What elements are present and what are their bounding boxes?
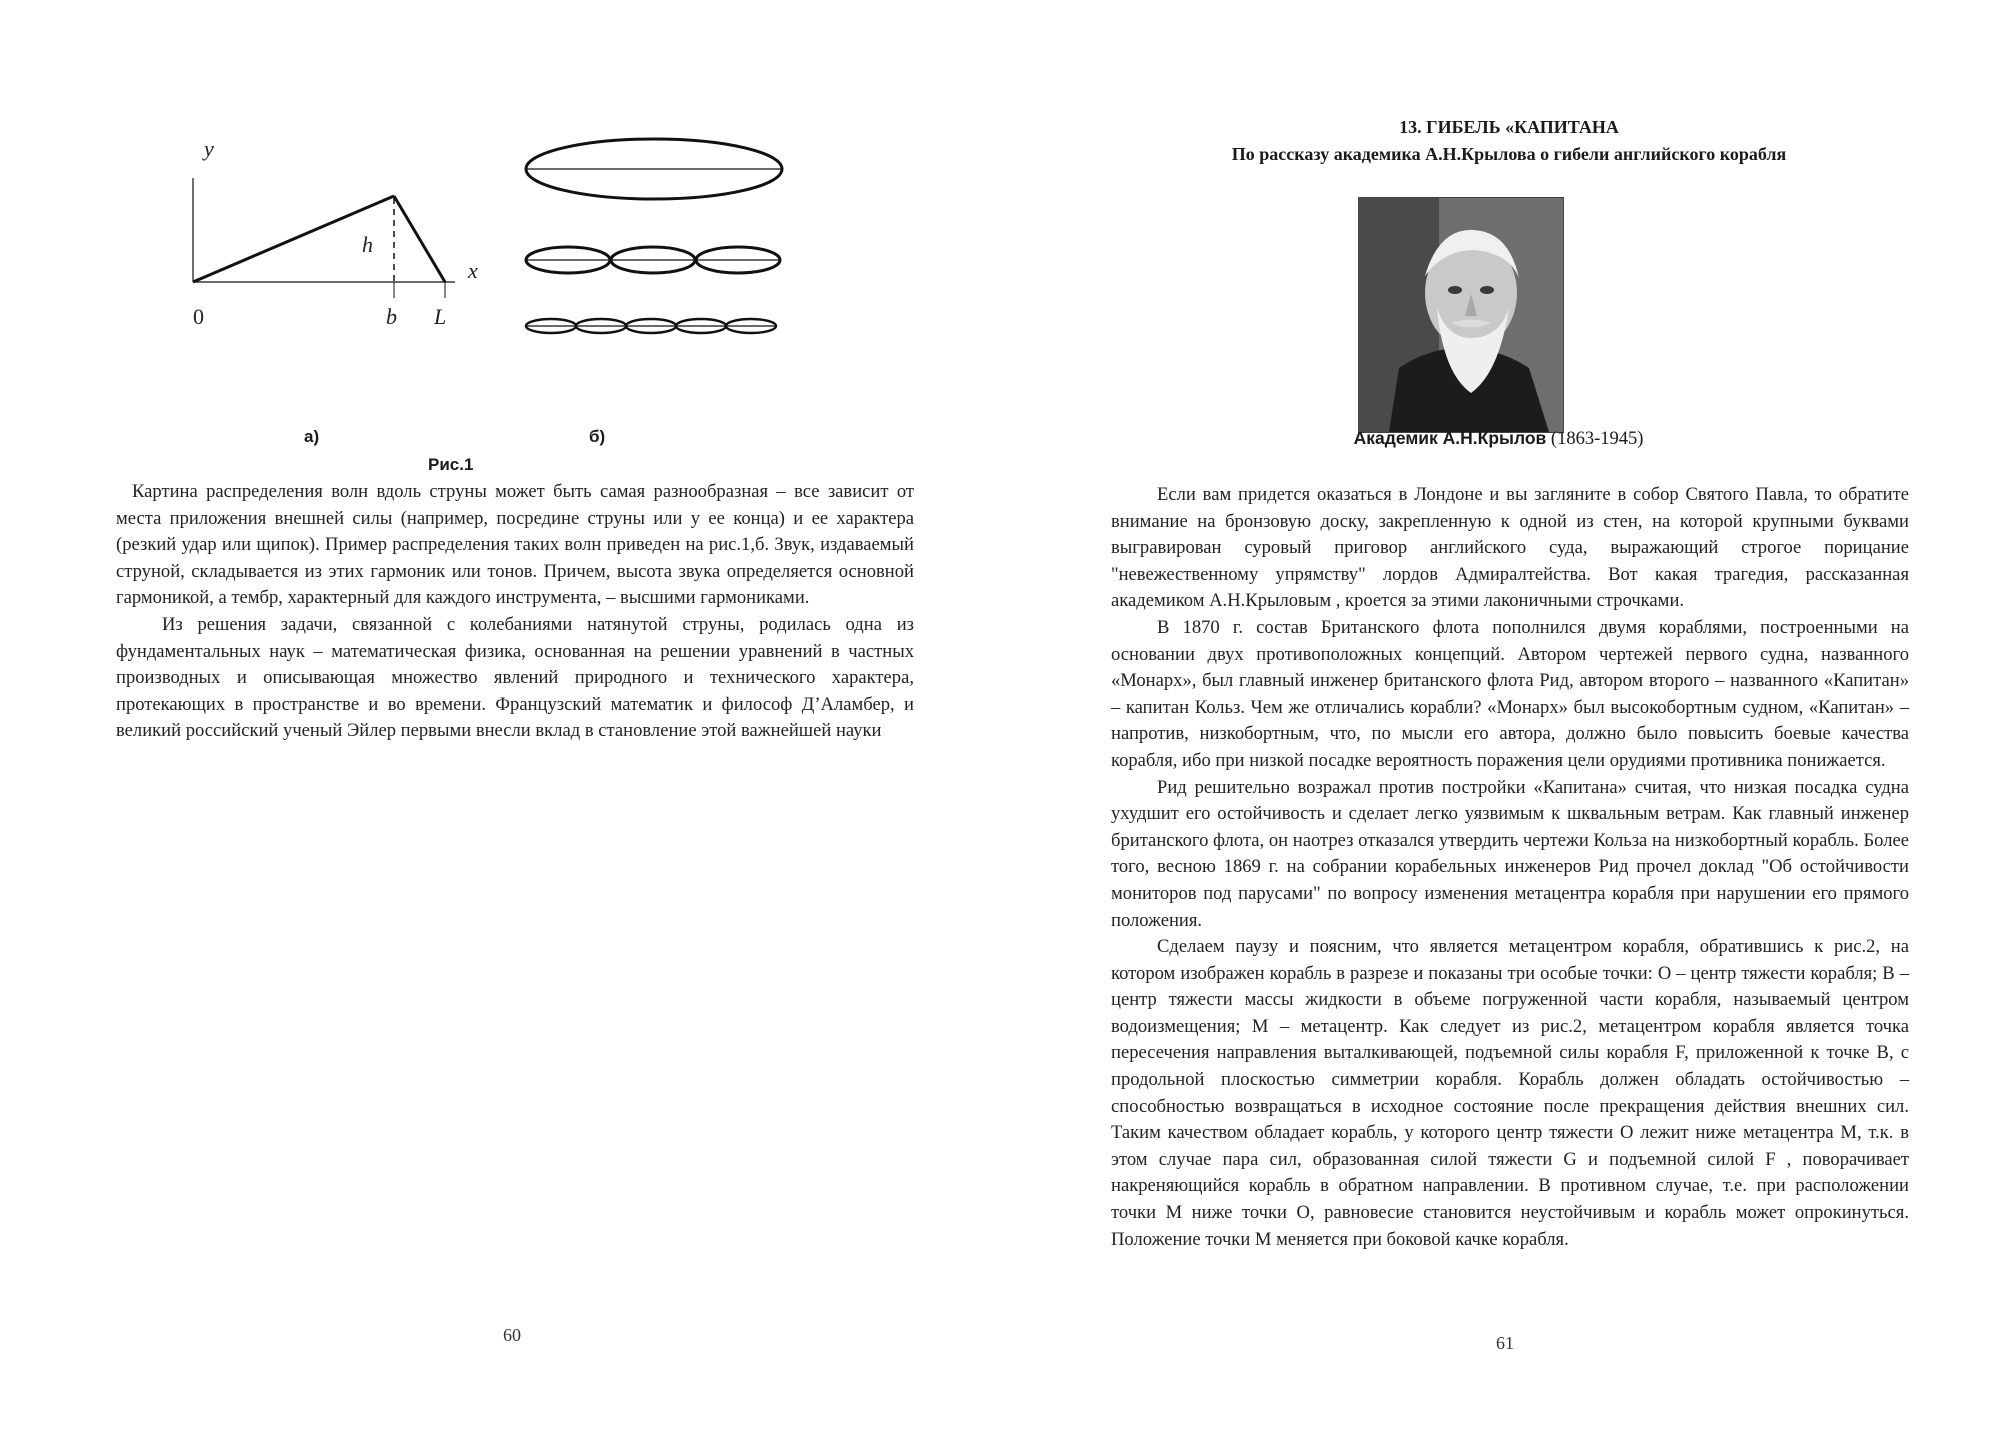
harmonic-3 [526, 247, 780, 273]
right-paragraph: Если вам придется оказаться в Лондоне и вы загляните в собор Святого Павла, то обратите внимание на бронзовую доску, закрепленную к одной из стен, на которой крупными буквами выгравирован суровый приговор английского суда, выражающий строгое порицание "невежественному упрямству" лордов Адмиралтейства. Вот какая трагедия, рассказанная академиком А.Н.Крыловым , кроется за этими лаконичными строчками. [1111, 484, 1909, 612]
left-paragraph: Картина распределения волн вдоль струны может быть самая разнообразная – все зависит от места приложения внешней силы (например, посредине струны или у ее конца) и ее характера (резкий удар или щипок). Пример распределения таких волн приведен на рис.1,б. Звук, издаваемый струной, складывается из этих гармоник или тонов. Причем, высота звука определяется основной гармоникой, а тембр, характерный для каждого инструмента, – высшими гармониками. [116, 481, 914, 609]
caption-a: а) [304, 427, 320, 446]
figure-b-harmonics [520, 125, 790, 345]
h-label: h [362, 232, 373, 257]
L-label: L [434, 304, 447, 329]
right-body-text [1111, 482, 1909, 1253]
page-number-right: 61 [1496, 1333, 1514, 1353]
right-paragraph: Сделаем паузу и поясним, что является метацентром корабля, обратившись к рис.2, на котором изображен корабль в разрезе и показаны три особые точки: О – центр тяжести корабля; В – центр тяжести массы жидкости в объеме погруженной части корабля, называемый центром водоизмещения; М – метацентр. Как следует из рис.2, метацентром корабля является точка пересечения направления выталкивающей, подъемной силы корабля F, приложенной к точке В, с продольной плоскостью симметрии корабля. Корабль должен обладать остойчивостью – способностью возвращаться в исходное состояние после прекращения действия внешних сил. Таким качеством обладает корабль, у которого центр тяжести О лежит ниже метацентра М, т.к. в этом случае пара сил, образованная силой тяжести G и подъемной силой F , поворачивает накреняющийся корабль в обратном направлении. В противном случае, т.е. при расположении точки М ниже точки О, равновесие становится неустойчивым и корабль может опрокинуться. Положение точки М меняется при боковой качке корабля. [1111, 936, 1909, 1250]
left-paragraph: Из решения задачи, связанной с колебаниями натянутой струны, родилась одна из фундаментальных наук – математическая физика, основанная на решении уравнений в частных производных и описывающая множество явлений природного и технического характера, протекающих в пространстве и во времени. Французский математик и философ Д’Аламбер, и великий российский ученый Эйлер первыми внесли вклад в становление этой важнейшей науки [116, 613, 914, 742]
origin-label: 0 [193, 304, 204, 329]
harmonic-5 [526, 319, 776, 333]
figure-title: Рис.1 [428, 455, 474, 474]
page-number-left: 60 [503, 1325, 521, 1345]
photo-caption [999, 428, 1998, 450]
photo-caption-name: Академик А.Н.Крылов [1353, 428, 1547, 448]
figure-a-diagram [185, 170, 465, 330]
string-right-segment [394, 196, 445, 282]
chapter-title: 13. ГИБЕЛЬ «КАПИТАНА [1399, 117, 1619, 137]
axis-x-label: x [468, 258, 478, 283]
right-page [999, 0, 1998, 1433]
axis-y-label: y [204, 136, 214, 161]
chapter-subtitle: По рассказу академика А.Н.Крылова о гибели английского корабля [1231, 144, 1787, 164]
portrait-photo [1358, 197, 1564, 433]
photo-caption-years: (1863-1945) [1546, 429, 1644, 449]
harmonic-1 [526, 139, 782, 199]
left-body-text [116, 479, 914, 745]
right-paragraph: В 1870 г. состав Британского флота пополнился двумя кораблями, построенными на основании двух противоположных концепций. Автором чертежей первого судна, названного «Монарх», был главный инженер британского флота Рид, автором второго – названного «Капитан» – капитан Кольз. Чем же отличались корабли? «Монарх» был высокобортным судном, «Капитан» – напротив, низкобортным, что, по мысли его автора, должно было повысить боевые качества корабля, ибо при низкой посадке вероятность поражения цели орудиями противника понижается. [1111, 616, 1909, 771]
right-paragraph: Рид решительно возражал против постройки «Капитана» считая, что низкая посадка судна ухудшит его остойчивость и сделает легко уязвимым к шквальным ветрам. Как главный инженер британского флота, он наотрез отказался утвердить чертежи Кольза на низкобортный корабль. Более того, весною 1869 г. на собрании корабельных инженеров Рид прочел доклад "Об остойчивости мониторов под парусами" по вопросу изменения метацентра корабля при нарушении его прямого положения. [1111, 776, 1909, 931]
b-label: b [386, 304, 397, 329]
portrait-illustration [1359, 198, 1563, 432]
caption-b: б) [589, 427, 606, 446]
